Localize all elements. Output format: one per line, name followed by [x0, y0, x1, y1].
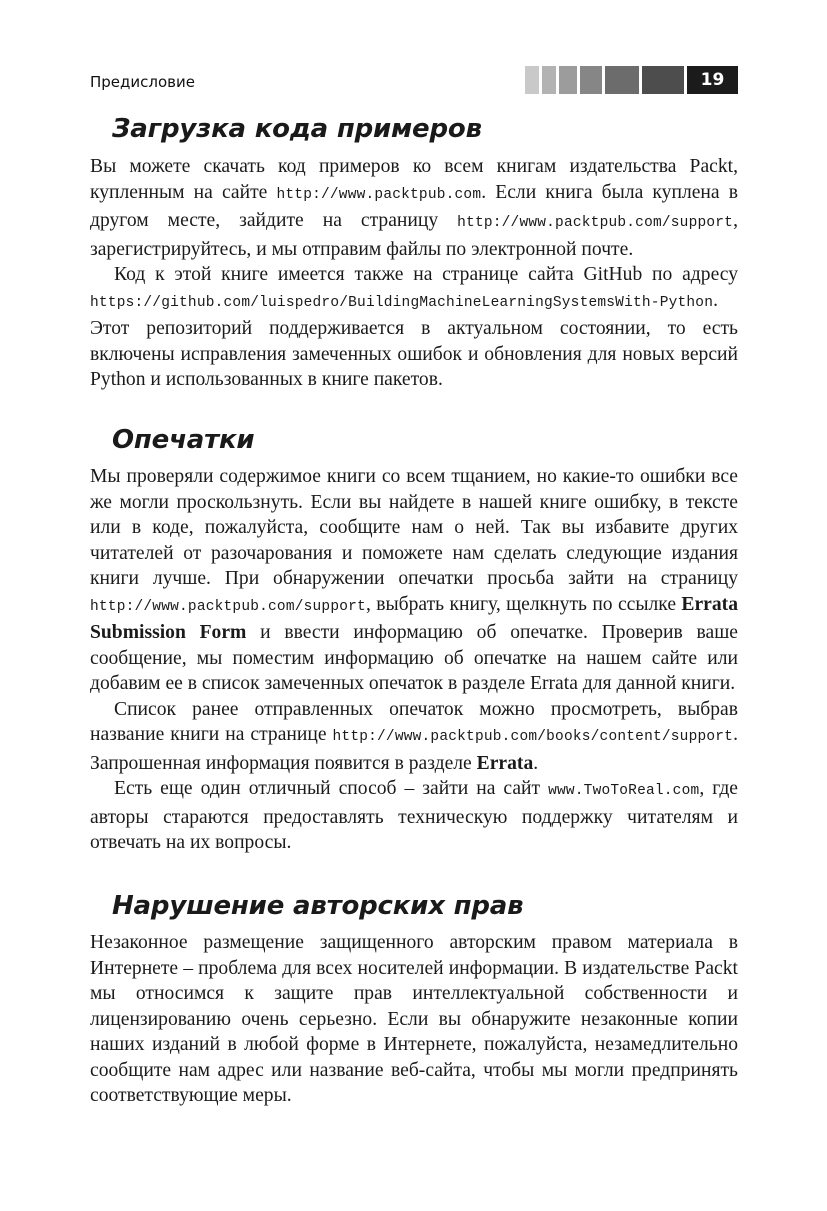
running-header	[90, 66, 738, 96]
header-bar	[525, 66, 539, 94]
page-number: 19	[687, 66, 738, 94]
url-link[interactable]: www.TwoToReal.com	[548, 783, 700, 799]
section-heading-code-download: Загрузка кода примеров	[112, 114, 482, 144]
header-bar	[559, 66, 577, 94]
errata-section-name: Errata	[476, 752, 534, 774]
section-errata	[90, 464, 738, 856]
paragraph: Список ранее отправленных опечаток можно просмотреть, выбрав название книги на странице http://www.packtpub.com/books/content/support. Запрошенная информация появится в разделе Errata.	[90, 698, 738, 774]
url-link[interactable]: http://www.packtpub.com/books/content/support	[332, 729, 734, 745]
section-copyright	[90, 930, 738, 1109]
paragraph: Мы проверяли содержимое книги со всем тщанием, но какие-то ошибки все же могли проскользнуть. Если вы найдете в нашей книге ошибку, в тексте или в коде, пожалуйста, сообщите нам о ней. Так вы избавите других читателей от разочарования и поможете нам сделать следующие издания книги лучше. При обнаружении опечатки просьба зайти на страницу http://www.packtpub.com/support, выбрать книгу, щелкнуть по ссылке Errata Submission Form и ввести информацию об опечатке. Проверив ваше сообщение, мы поместим информацию об опечатке на нашем сайте или добавим ее в список замеченных опечаток в разделе Errata для данной книги.	[90, 466, 738, 694]
section-code-download	[90, 154, 738, 393]
url-link[interactable]: http://www.packtpub.com/support	[457, 215, 734, 231]
paragraph: Есть еще один отличный способ – зайти на сайт www.TwoToReal.com, где авторы стараются предоставлять техническую поддержку читателям и отвечать на их вопросы.	[90, 778, 738, 853]
header-bar	[542, 66, 556, 94]
section-heading-copyright: Нарушение авторских прав	[112, 891, 524, 921]
url-link[interactable]: http://www.packtpub.com	[276, 186, 482, 203]
url-link[interactable]: http://www.packtpub.com/support	[90, 598, 366, 615]
url-link[interactable]: https://github.com/luispedro/BuildingMachineLearningSystemsWith-Python	[90, 294, 714, 311]
paragraph: Код к этой книге имеется также на странице сайта GitHub по адресу https://github.com/luispedro/BuildingMachineLearningSystemsWith-Python. Этот репозиторий поддерживается в актуальном состоянии, то есть включены исправления замеченных ошибок и обновления для новых версий Python и использованных в книге пакетов.	[90, 264, 738, 390]
paragraph: Незаконное размещение защищенного авторским правом материала в Интернете – проблема для всех носителей информации. В издательстве Packt мы относимся к защите прав интеллектуальной собственности и лицензированию очень серьезно. Если вы обнаружите незаконные копии наших изданий в любой форме в Интернете, пожалуйста, незамедлительно сообщите нам адрес или название веб-сайта, чтобы мы могли предпринять соответствующие меры.	[90, 932, 738, 1106]
chapter-title: Предисловие	[90, 73, 195, 91]
header-decorative-bars	[522, 66, 738, 94]
errata-form-link-text: Errata Submission Form	[90, 593, 738, 643]
header-bar	[642, 66, 684, 94]
header-bar	[580, 66, 602, 94]
section-heading-errata: Опечатки	[112, 425, 255, 455]
header-bar	[605, 66, 639, 94]
paragraph: Вы можете скачать код примеров ко всем книгам издательства Packt, купленным на сайте http://www.packtpub.com. Если книга была куплена в другом месте, зайдите на страницу http://www.packtpub.com/support, зарегистрируйтесь, и мы отправим файлы по электронной почте.	[90, 156, 738, 260]
